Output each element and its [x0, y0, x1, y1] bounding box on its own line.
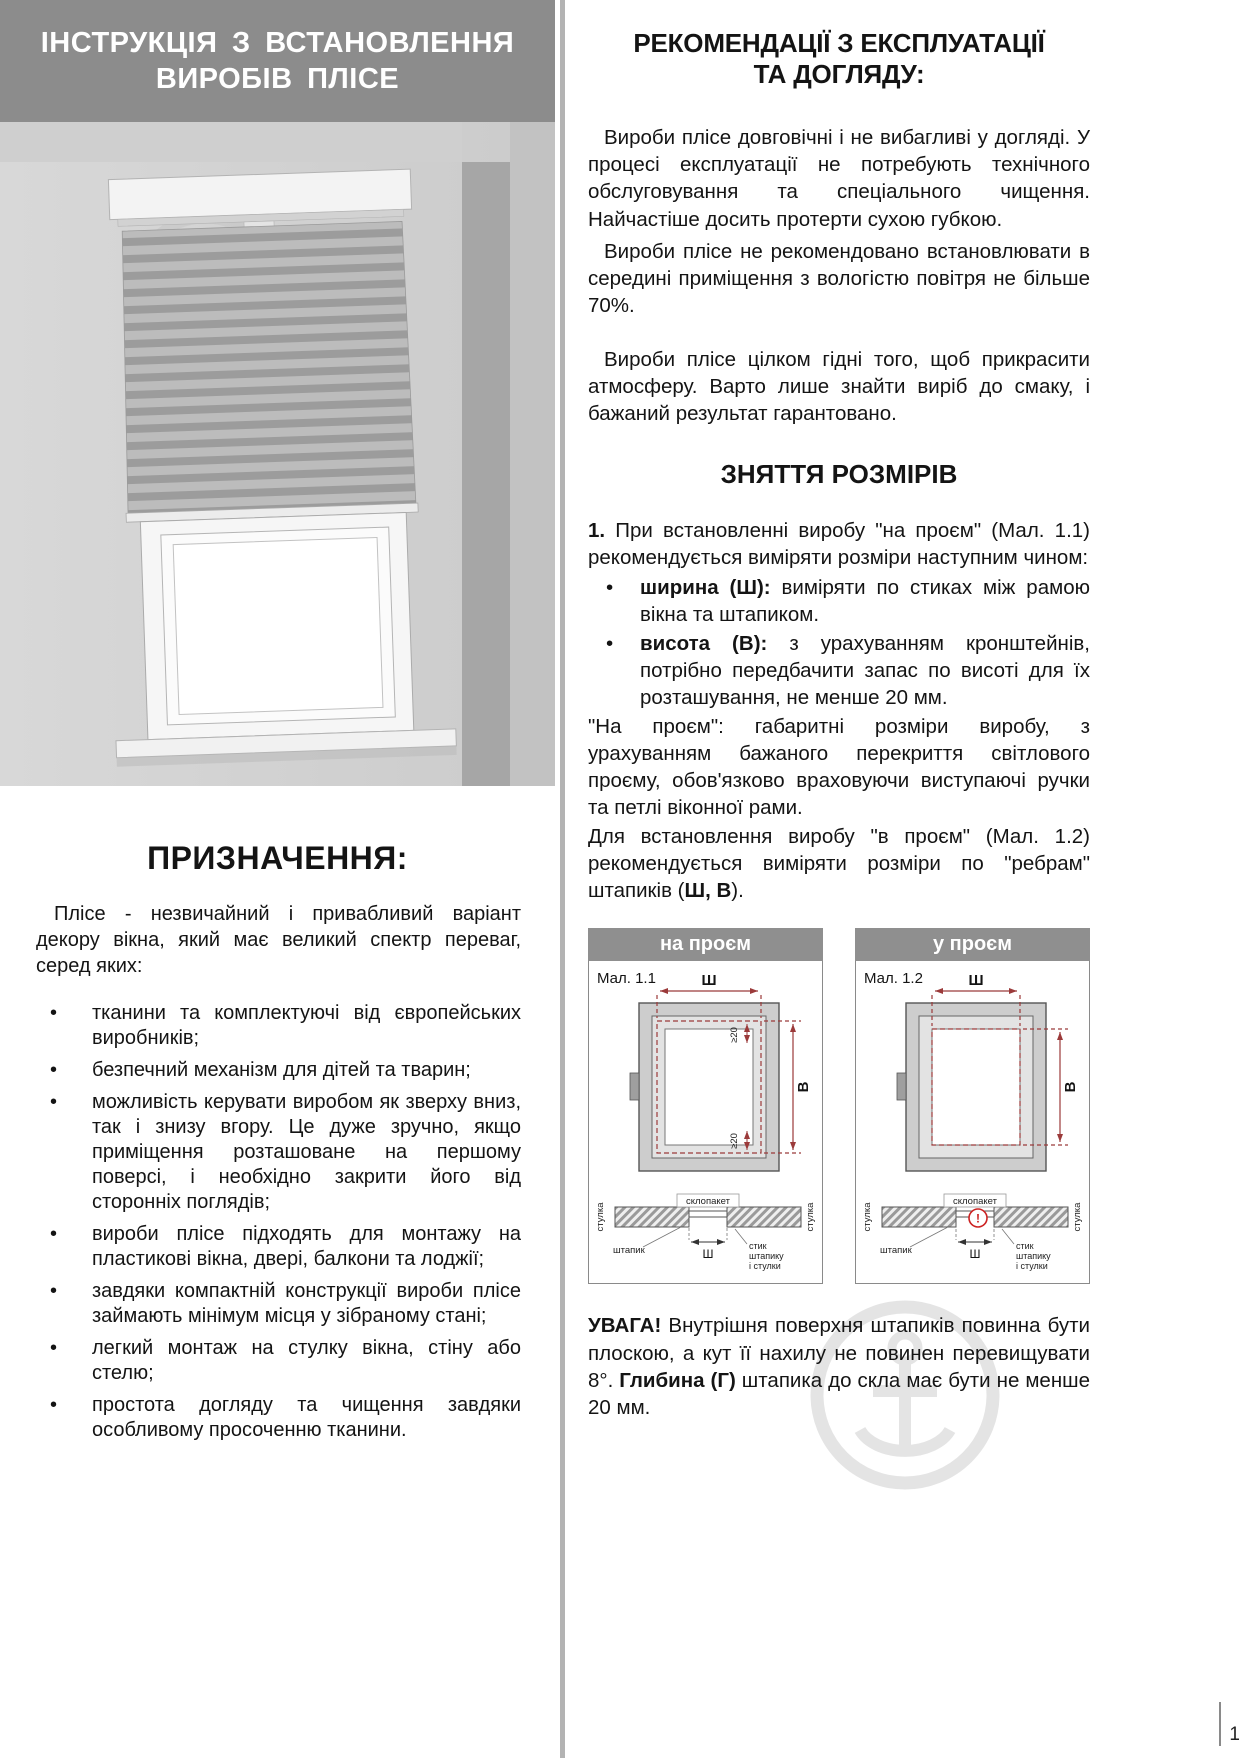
purpose-item: • вироби плісе підходять для монтажу на пластикові вікна, двері, балкони та лоджії;: [92, 1222, 521, 1272]
care-paragraph-2: Вироби плісе не рекомендовано встановлювати в середині приміщення з вологістю повітря не більше 70%.: [588, 239, 1090, 317]
measure-paragraph-1: "На проєм": габаритні розміри виробу, з урахуванням бажаного перекриття світлового проєму, обов'язково враховуючи виступаючі ручки та петлі віконної рами.: [588, 715, 1090, 820]
purpose-heading: ПРИЗНАЧЕННЯ:: [147, 840, 408, 876]
measure-step-1: 1. При встановленні виробу "на проєм" (Мал. 1.1) рекомендується виміряти розміри наступним чином:: [588, 518, 1090, 569]
svg-text:і стулки: і стулки: [1016, 1261, 1048, 1272]
joint-label: [1016, 1241, 1051, 1271]
window-handle: [897, 1073, 906, 1100]
svg-text:штапику: штапику: [749, 1251, 784, 1262]
window-glass: [173, 537, 383, 714]
fig-1-1-drawing: [589, 961, 822, 1281]
pleated-blind: [118, 221, 416, 513]
sash-right-label: стулка: [1072, 1202, 1083, 1232]
attention-label: УВАГА!: [588, 1314, 662, 1338]
purpose-intro: Плісе - незвичайний і привабливий варіант декору вікна, який має великий спектр переваг, серед яких:: [36, 903, 521, 977]
width-label: Ш: [968, 972, 984, 990]
window-with-blind: [96, 168, 456, 767]
blind-photo-illustration: [0, 122, 555, 786]
svg-text:стик: стик: [1016, 1241, 1034, 1252]
sash-left-label: стулка: [862, 1202, 873, 1232]
purpose-item: • можливість керувати виробом як зверху вниз, так і знизу вгору. Це дуже зручно, якщо приміщення розташоване на першому поверсі, і необхідно закрити його від сторонніх поглядів;: [92, 1090, 521, 1215]
install-title-banner: [0, 0, 555, 122]
figure-caption: Мал. 1.2: [864, 970, 923, 988]
attention-paragraph: УВАГА! Внутрішня поверхня штапиків повинна бути плоскою, а кут її нахилу не повинен перевищувати 8°. Глибина (Г) штапика до скла має бути не менше 20 мм.: [588, 1314, 1090, 1419]
purpose-item: • завдяки компактній конструкції вироби плісе займають мінімум місця у зібраному стані;: [92, 1279, 521, 1329]
diagram-figure: [855, 961, 1090, 1284]
sash-right-label: стулка: [805, 1202, 816, 1232]
purpose-item: • легкий монтаж на стулку вікна, стіну або стелю;: [92, 1336, 521, 1386]
measuring-diagrams: [588, 928, 1090, 1284]
purpose-item: • безпечний механізм для дітей та тварин;: [92, 1058, 521, 1083]
care-paragraph-1: Вироби плісе довговічні і не вибагливі у догляді. У процесі експлуатації не потребують технічного обслуговування та спеціального чищення. Найчастіше досить протерти сухою губкою.: [588, 126, 1090, 231]
diagram-figure: [588, 961, 823, 1284]
window-handle: [630, 1073, 639, 1100]
page-number: [1219, 1702, 1240, 1746]
diagram-header: у проєм: [855, 928, 1090, 961]
install-title-line1: ІНСТРУКЦІЯ З ВСТАНОВЛЕННЯ: [40, 26, 515, 59]
glazing-label: склопакет: [686, 1196, 730, 1208]
measure-list: [588, 575, 1090, 711]
right-column: [588, 0, 1090, 1421]
svg-text:штапику: штапику: [1016, 1251, 1051, 1262]
footer-divider: [1219, 1702, 1221, 1746]
column-divider: [560, 0, 565, 1758]
window-illustration: [0, 122, 555, 786]
diagram-na-proem: [588, 928, 823, 1284]
sash-left-label: стулка: [595, 1202, 606, 1232]
width-label: Ш: [701, 972, 717, 990]
min-gap-top-label: ≥20: [729, 1027, 740, 1044]
page-number-value: 1: [1229, 1724, 1240, 1745]
measure-item-height: • висота (В): з урахуванням кронштейнів, потрібно передбачити запас по висоті для їх розташування, не менше 20 мм.: [640, 631, 1090, 711]
warning-icon: [969, 1209, 987, 1227]
window-front-view: [897, 1003, 1046, 1171]
svg-text:!: !: [976, 1211, 980, 1226]
window-front-view: [630, 1003, 779, 1171]
care-paragraph-3: Вироби плісе цілком гідні того, щоб прикрасити атмосферу. Варто лише знайти виріб до смаку, і бажаний результат гарантовано.: [588, 347, 1090, 425]
bead-width-dimension: [689, 1228, 727, 1242]
diagram-u-proem: [855, 928, 1090, 1284]
wall-reveal-shadow: [462, 162, 510, 786]
care-heading-line2: ТА ДОГЛЯДУ:: [753, 59, 925, 90]
svg-text:і стулки: і стулки: [749, 1261, 781, 1272]
bead-label: штапик: [613, 1245, 645, 1257]
care-heading-line1: РЕКОМЕНДАЦІЇ З ЕКСПЛУАТАЦІЇ: [633, 28, 1045, 58]
svg-text:стик: стик: [749, 1241, 767, 1252]
purpose-item: • простота догляду та чищення завдяки особливому просоченню тканини.: [92, 1393, 521, 1443]
purpose-list: [0, 1001, 521, 1443]
measure-paragraph-2: Для встановлення виробу "в проєм" (Мал. 1.2) рекомендується виміряти розміри по "ребрам" штапиків (Ш, В).: [588, 825, 1090, 903]
bead-width-label: Ш: [969, 1247, 981, 1262]
care-heading: [588, 28, 1090, 90]
fig-1-2-drawing: [856, 961, 1089, 1281]
min-gap-bottom-label: ≥20: [729, 1133, 740, 1150]
bead-width-label: Ш: [702, 1247, 714, 1262]
height-label: В: [1062, 1082, 1079, 1093]
bead-width-dimension: [956, 1229, 994, 1242]
glazing-label: склопакет: [953, 1196, 997, 1208]
purpose-item: • тканини та комплектуючі від європейських виробників;: [92, 1001, 521, 1051]
left-column: [0, 0, 555, 1450]
measuring-heading: ЗНЯТТЯ РОЗМІРІВ: [720, 458, 958, 489]
diagram-header: на проєм: [588, 928, 823, 961]
height-label: В: [795, 1082, 812, 1093]
figure-caption: Мал. 1.1: [597, 970, 656, 988]
measure-item-width: • ширина (Ш): виміряти по стиках між рамою вікна та штапиком.: [640, 575, 1090, 628]
joint-label: [749, 1241, 784, 1271]
install-title-line2: ВИРОБІВ ПЛІСЕ: [155, 63, 400, 95]
bead-label: штапик: [880, 1245, 912, 1257]
step-number: 1.: [588, 518, 606, 542]
